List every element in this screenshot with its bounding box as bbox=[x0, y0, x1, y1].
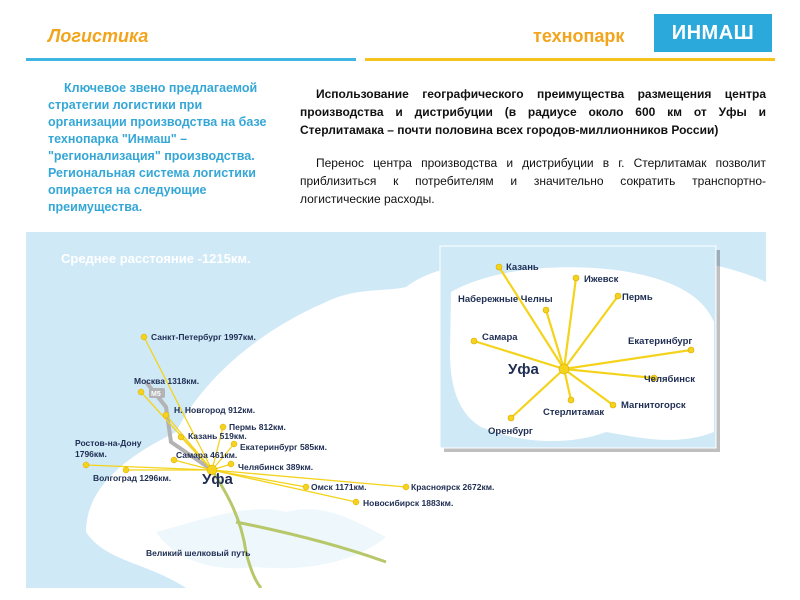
city-label: Казань 519км. bbox=[188, 431, 247, 441]
inset-city-label: Казань bbox=[506, 262, 539, 273]
header-title: Логистика bbox=[48, 26, 149, 46]
paragraph-geography: Использование географического преимущества размещения центра производства и дистрибуции (в радиусе около 600 км от Уфы и Стерлитамака – почти половина всех городов-миллионников России) bbox=[300, 87, 766, 137]
inset-map bbox=[440, 246, 720, 452]
inset-city-label: Екатеринбург bbox=[628, 336, 693, 347]
city-label: 1796км. bbox=[75, 449, 107, 459]
map-canvas bbox=[26, 232, 766, 588]
inset-hub-label: Уфа bbox=[508, 361, 539, 378]
city-label: Санкт-Петербург 1997км. bbox=[151, 332, 256, 342]
city-label: Москва 1318км. bbox=[134, 376, 200, 386]
city-label: Омск 1171км. bbox=[311, 482, 367, 492]
inset-city-label: Магнитогорск bbox=[621, 400, 686, 411]
m5-badge: М5 bbox=[151, 391, 161, 398]
city-label: Челябинск 389км. bbox=[238, 462, 314, 472]
header-rule-yellow bbox=[365, 58, 775, 61]
city-label: Красноярск 2672км. bbox=[411, 482, 495, 492]
inset-city-label: Пермь bbox=[622, 292, 653, 303]
hub-label: Уфа bbox=[202, 471, 233, 488]
header-rule-blue bbox=[26, 58, 356, 61]
city-label: Н. Новгород 912км. bbox=[174, 405, 256, 415]
city-label: Екатеринбург 585км. bbox=[240, 442, 328, 452]
city-label: Ростов-на-Дону bbox=[75, 438, 142, 448]
inset-city-label: Стерлитамак bbox=[543, 407, 605, 418]
inset-city-label: Челябинск bbox=[644, 374, 696, 385]
inset-city-label: Ижевск bbox=[584, 274, 619, 285]
inset-city-label: Самара bbox=[482, 332, 518, 343]
brand-logo: ИНМАШ bbox=[654, 14, 772, 52]
silk-road-label: Великий шелковый путь bbox=[146, 548, 251, 558]
city-label: Пермь 812км. bbox=[229, 422, 286, 432]
city-label: Волгоград 1296км. bbox=[93, 473, 172, 483]
paragraph-transfer: Перенос центра производства и дистрибуции в г. Стерлитамак позволит приблизиться к потребителям и значительно сократить транспортно-логистические расходы. bbox=[300, 156, 766, 206]
avg-distance: Среднее расстояние -1215км. bbox=[61, 251, 251, 266]
intro-text: Ключевое звено предлагаемой стратегии логистики при организации производства на базе технопарка "Инмаш" – "регионализация" производства. Региональная система логистики опирается на следующие преимущества. bbox=[48, 81, 267, 214]
inset-city-label: Оренбург bbox=[488, 426, 533, 437]
city-label: Самара 461км. bbox=[176, 450, 238, 460]
city-label: Новосибирск 1883км. bbox=[363, 498, 454, 508]
brand-prefix: технопарк bbox=[533, 26, 625, 46]
inset-city-label: Набережные Челны bbox=[458, 294, 553, 305]
logistics-map bbox=[26, 232, 766, 588]
